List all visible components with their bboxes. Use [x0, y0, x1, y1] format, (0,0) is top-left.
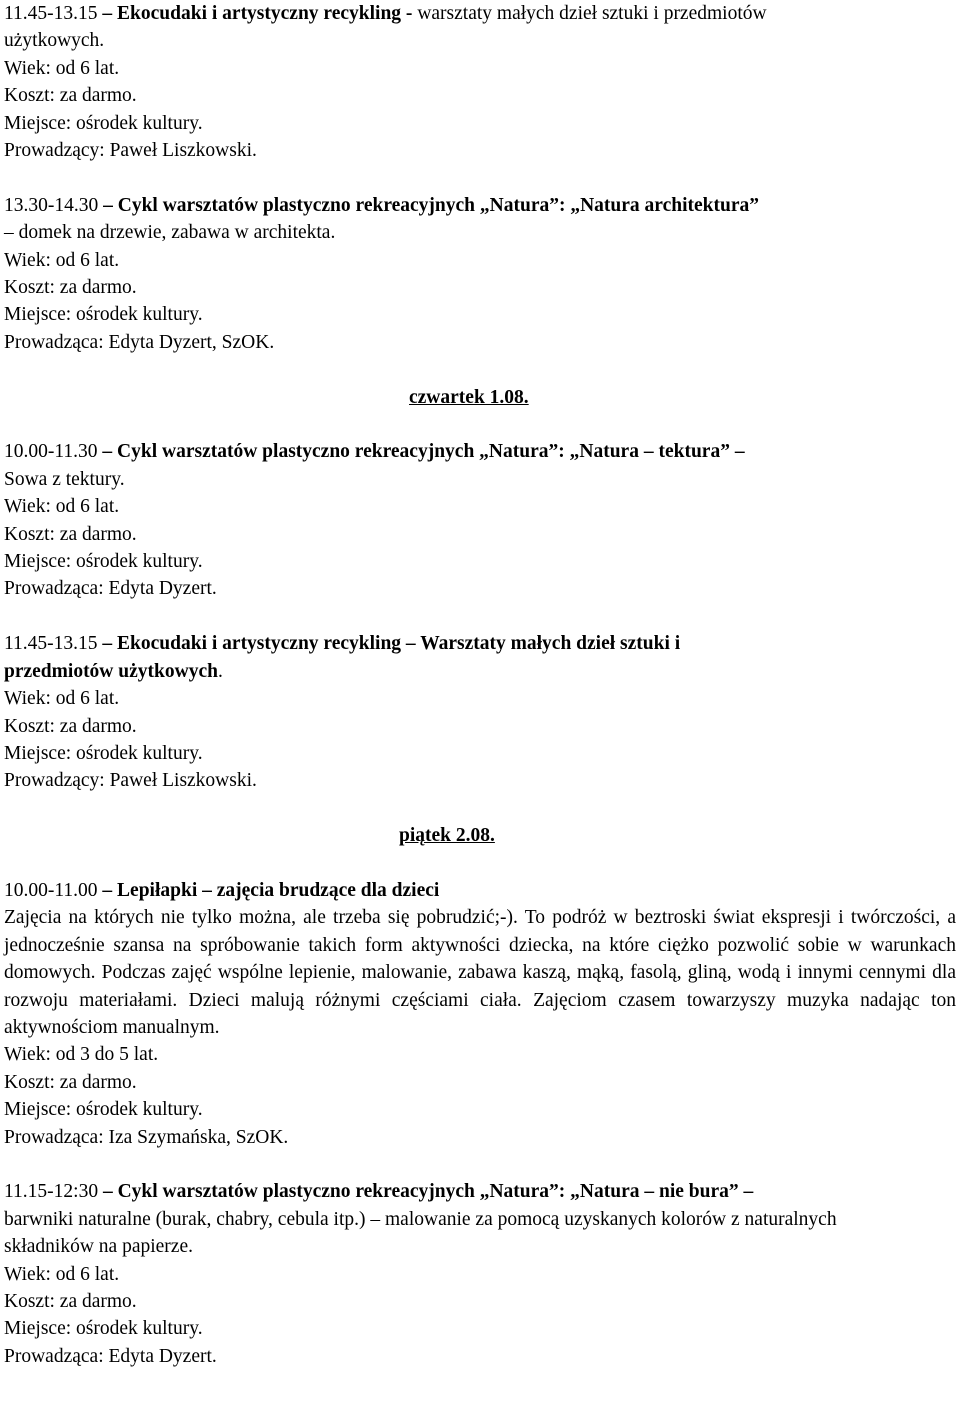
event-host: Prowadząca: Edyta Dyzert, SzOK.: [4, 331, 275, 353]
event-block: [4, 0, 956, 164]
event-title-line: [4, 1178, 956, 1205]
event-time: 11.15-12:30: [4, 1181, 99, 1203]
event-description: barwniki naturalne (burak, chabry, cebula itp.) – malowanie za pomocą uzyskanych kolorów z naturalnych składników na papierze.: [4, 1208, 837, 1258]
event-cost: Koszt: za darmo.: [4, 1290, 137, 1312]
day-heading-thursday: czwartek 1.08.: [409, 386, 529, 408]
event-cost: Koszt: za darmo.: [4, 715, 137, 737]
event-title: – Cykl warsztatów plastyczno rekreacyjnych „Natura”: „Natura – nie bura” –: [98, 1181, 754, 1203]
event-time: 10.00-11.00: [4, 879, 98, 901]
event-block: [4, 192, 956, 356]
event-title-line: [4, 630, 956, 657]
event-host: Prowadzący: Paweł Liszkowski.: [4, 770, 257, 792]
event-title-cont: Sowa z tektury.: [4, 468, 125, 490]
event-title-cont: użytkowych.: [4, 30, 105, 52]
event-title: – Cykl warsztatów plastyczno rekreacyjnych „Natura”: „Natura architektura”: [98, 194, 760, 216]
event-cost: Koszt: za darmo.: [4, 1071, 137, 1093]
event-title: – Ekocudaki i artystyczny recykling – Warsztaty małych dzieł sztuki i: [97, 633, 681, 655]
event-time: 10.00-11.30: [4, 441, 98, 463]
event-block: [4, 877, 956, 1151]
event-title-cont: – domek na drzewie, zabawa w architekta.: [4, 222, 336, 244]
event-age: Wiek: od 6 lat.: [4, 1263, 120, 1285]
event-block: [4, 1178, 956, 1370]
event-title: – Ekocudaki i artystyczny recykling -: [102, 3, 413, 24]
day-heading-friday: piątek 2.08.: [399, 825, 495, 847]
event-cost: Koszt: za darmo.: [4, 277, 137, 299]
event-time: 11.45-13.15: [4, 3, 98, 24]
event-age: Wiek: od 6 lat.: [4, 249, 120, 271]
event-block: [4, 438, 956, 602]
event-cost: Koszt: za darmo.: [4, 85, 137, 107]
event-cost: Koszt: za darmo.: [4, 523, 137, 545]
event-title-line: [4, 192, 956, 219]
event-description: Zajęcia na których nie tylko można, ale trzeba się pobrudzić;-). To podróż w beztroski świat ekspresji i twórczości, a jednocześnie szansa na spróbowanie takich form aktywności dziecka, na które ciężko pozwolić sobie w warunkach domowych. Podczas zajęć wspólne lepienie, malowanie, zabawa kaszą, mąką, fasolą, gliną, wodą i innymi cennymi dla rozwoju materiałami. Dzieci malują różnymi częściami ciała. Zajęciom czasem towarzyszy muzyka nadając ton aktywnościom manualnym.: [4, 907, 956, 1038]
event-title-rest: warsztaty małych dzieł sztuki i przedmiotów: [412, 3, 767, 24]
event-age: Wiek: od 6 lat.: [4, 57, 120, 79]
event-place: Miejsce: ośrodek kultury.: [4, 1099, 203, 1121]
event-time: 13.30-14.30: [4, 194, 99, 216]
event-place: Miejsce: ośrodek kultury.: [4, 304, 203, 326]
event-host: Prowadzący: Paweł Liszkowski.: [4, 140, 257, 162]
event-block: [4, 630, 956, 794]
event-place: Miejsce: ośrodek kultury.: [4, 742, 203, 764]
event-title-cont: przedmiotów użytkowych.: [4, 660, 223, 682]
event-host: Prowadząca: Edyta Dyzert.: [4, 578, 217, 600]
event-place: Miejsce: ośrodek kultury.: [4, 1318, 203, 1340]
event-title-line: [4, 877, 956, 904]
event-title-line: [4, 438, 956, 465]
event-title: – Cykl warsztatów plastyczno rekreacyjnych „Natura”: „Natura – tektura” –: [97, 441, 745, 463]
event-place: Miejsce: ośrodek kultury.: [4, 551, 203, 573]
event-age: Wiek: od 6 lat.: [4, 496, 120, 518]
event-host: Prowadząca: Iza Szymańska, SzOK.: [4, 1126, 289, 1148]
event-age: Wiek: od 6 lat.: [4, 688, 120, 710]
event-age: Wiek: od 3 do 5 lat.: [4, 1044, 159, 1066]
event-place: Miejsce: ośrodek kultury.: [4, 112, 203, 134]
event-title-line: [4, 0, 956, 27]
event-host: Prowadząca: Edyta Dyzert.: [4, 1345, 217, 1367]
event-title: – Lepiłapki – zajęcia brudzące dla dzieci: [97, 879, 440, 901]
event-time: 11.45-13.15: [4, 633, 98, 655]
